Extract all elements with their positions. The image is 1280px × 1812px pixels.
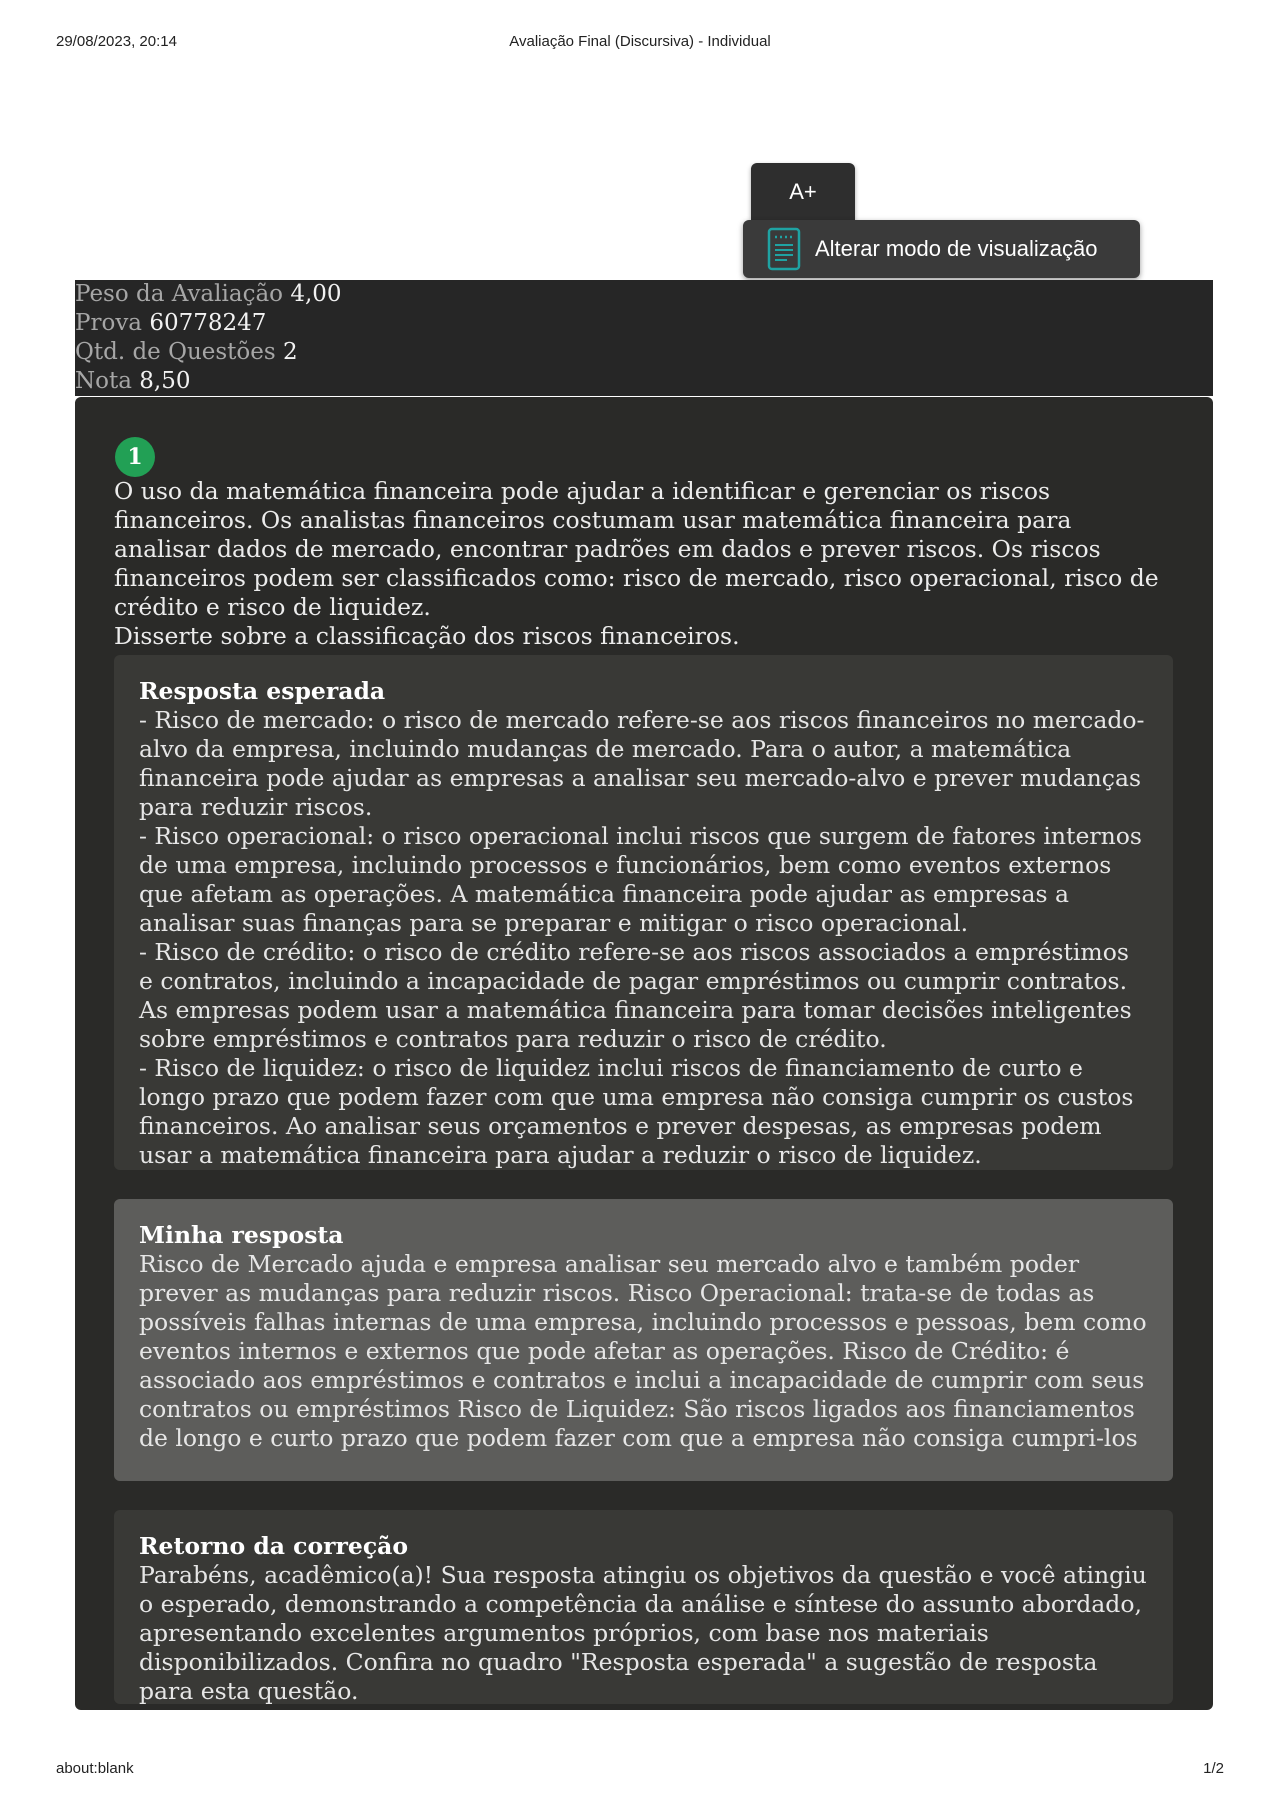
expected-answer-item: - Risco de liquidez: o risco de liquidez inclui riscos de financiamento de curto e longo prazo que podem fazer com que uma empresa não consiga cumprir os custos financeiros. Ao analisar seus orçamentos e prever despesas, as empresas podem usar a matemática financeira para ajudar a reduzir o risco de liquidez.: [139, 1054, 1134, 1169]
question-statement: O uso da matemática financeira pode ajudar a identificar e gerenciar os riscos financeiros. Os analistas financeiros costumam usar matemática financeira para analisar dados de mercado, encontrar padrões em dados e prever riscos. Os riscos financeiros podem ser classificados como: risco de mercado, risco operacional, risco de crédito e risco de liquidez.: [114, 477, 1159, 621]
my-answer-title: Minha resposta: [139, 1221, 344, 1249]
info-exam-label: Prova: [75, 310, 143, 336]
print-url: about:blank: [56, 1760, 134, 1777]
print-datetime: 29/08/2023, 20:14: [56, 33, 177, 50]
exam-info-panel: [75, 280, 1213, 396]
view-mode-label: Alterar modo de visualização: [815, 236, 1098, 261]
info-weight: [75, 280, 1213, 309]
question-card: [75, 397, 1213, 1710]
expected-answer-item: - Risco de mercado: o risco de mercado refere-se aos riscos financeiros no mercado-alvo da empresa, incluindo mudanças de mercado. Para o autor, a matemática financeira pode ajudar as empresas a analisar seu mercado-alvo e prever mudanças para reduzir riscos.: [139, 706, 1145, 821]
expected-answer-item: - Risco operacional: o risco operacional inclui riscos que surgem de fatores internos de uma empresa, incluindo processos e funcionários, bem como eventos externos que afetam as operações. A matemática financeira pode ajudar as empresas a analisar suas finanças para se preparar e mitigar o risco operacional.: [139, 822, 1142, 937]
document-icon: [767, 227, 801, 271]
question-text: [114, 477, 1173, 651]
question-number-badge: 1: [115, 437, 155, 477]
font-increase-button[interactable]: A+: [751, 163, 855, 220]
info-questions-value: 2: [283, 339, 298, 365]
info-weight-label: Peso da Avaliação: [75, 281, 284, 307]
question-prompt: Disserte sobre a classificação dos riscos financeiros.: [114, 622, 740, 650]
info-questions-label: Qtd. de Questões: [75, 339, 276, 365]
print-page-number: 1/2: [1203, 1760, 1224, 1777]
info-grade-label: Nota: [75, 368, 132, 394]
print-page-title: Avaliação Final (Discursiva) - Individual: [509, 33, 771, 50]
info-exam-value: 60778247: [149, 310, 267, 336]
info-grade-value: 8,50: [139, 368, 191, 394]
info-questions: [75, 338, 1213, 367]
info-grade: [75, 367, 1213, 396]
expected-answer-item: - Risco de crédito: o risco de crédito refere-se aos riscos associados a empréstimos e contratos, incluindo a incapacidade de pagar empréstimos ou cumprir contratos. As empresas podem usar a matemática financeira para tomar decisões inteligentes sobre empréstimos e contratos para reduzir o risco de crédito.: [139, 938, 1132, 1053]
expected-answer-box: [114, 655, 1173, 1170]
feedback-title: Retorno da correção: [139, 1532, 409, 1560]
my-answer-text: Risco de Mercado ajuda e empresa analisar seu mercado alvo e também poder prever as mudanças para reduzir riscos. Risco Operacional: trata-se de todas as possíveis falhas internas de uma empresa, incluindo processos e pessoas, bem como eventos internos e externos que pode afetar as operações. Risco de Crédito: é associado aos empréstimos e contratos e inclui a incapacidade de cumprir com seus contratos ou empréstimos Risco de Liquidez: São riscos ligados aos financiamentos de longo e curto prazo que podem fazer com que a empresa não consiga cumpri-los: [139, 1250, 1147, 1452]
my-answer-box: [114, 1199, 1173, 1481]
expected-answer-title: Resposta esperada: [139, 677, 386, 705]
view-mode-button[interactable]: [743, 220, 1140, 278]
feedback-text: Parabéns, acadêmico(a)! Sua resposta atingiu os objetivos da questão e você atingiu o esperado, demonstrando a competência da análise e síntese do assunto abordado, apresentando excelentes argumentos próprios, com base nos materiais disponibilizados. Confira no quadro "Resposta esperada" a sugestão de resposta para esta questão.: [139, 1561, 1147, 1705]
feedback-box: [114, 1510, 1173, 1704]
info-exam: [75, 309, 1213, 338]
info-weight-value: 4,00: [290, 281, 342, 307]
